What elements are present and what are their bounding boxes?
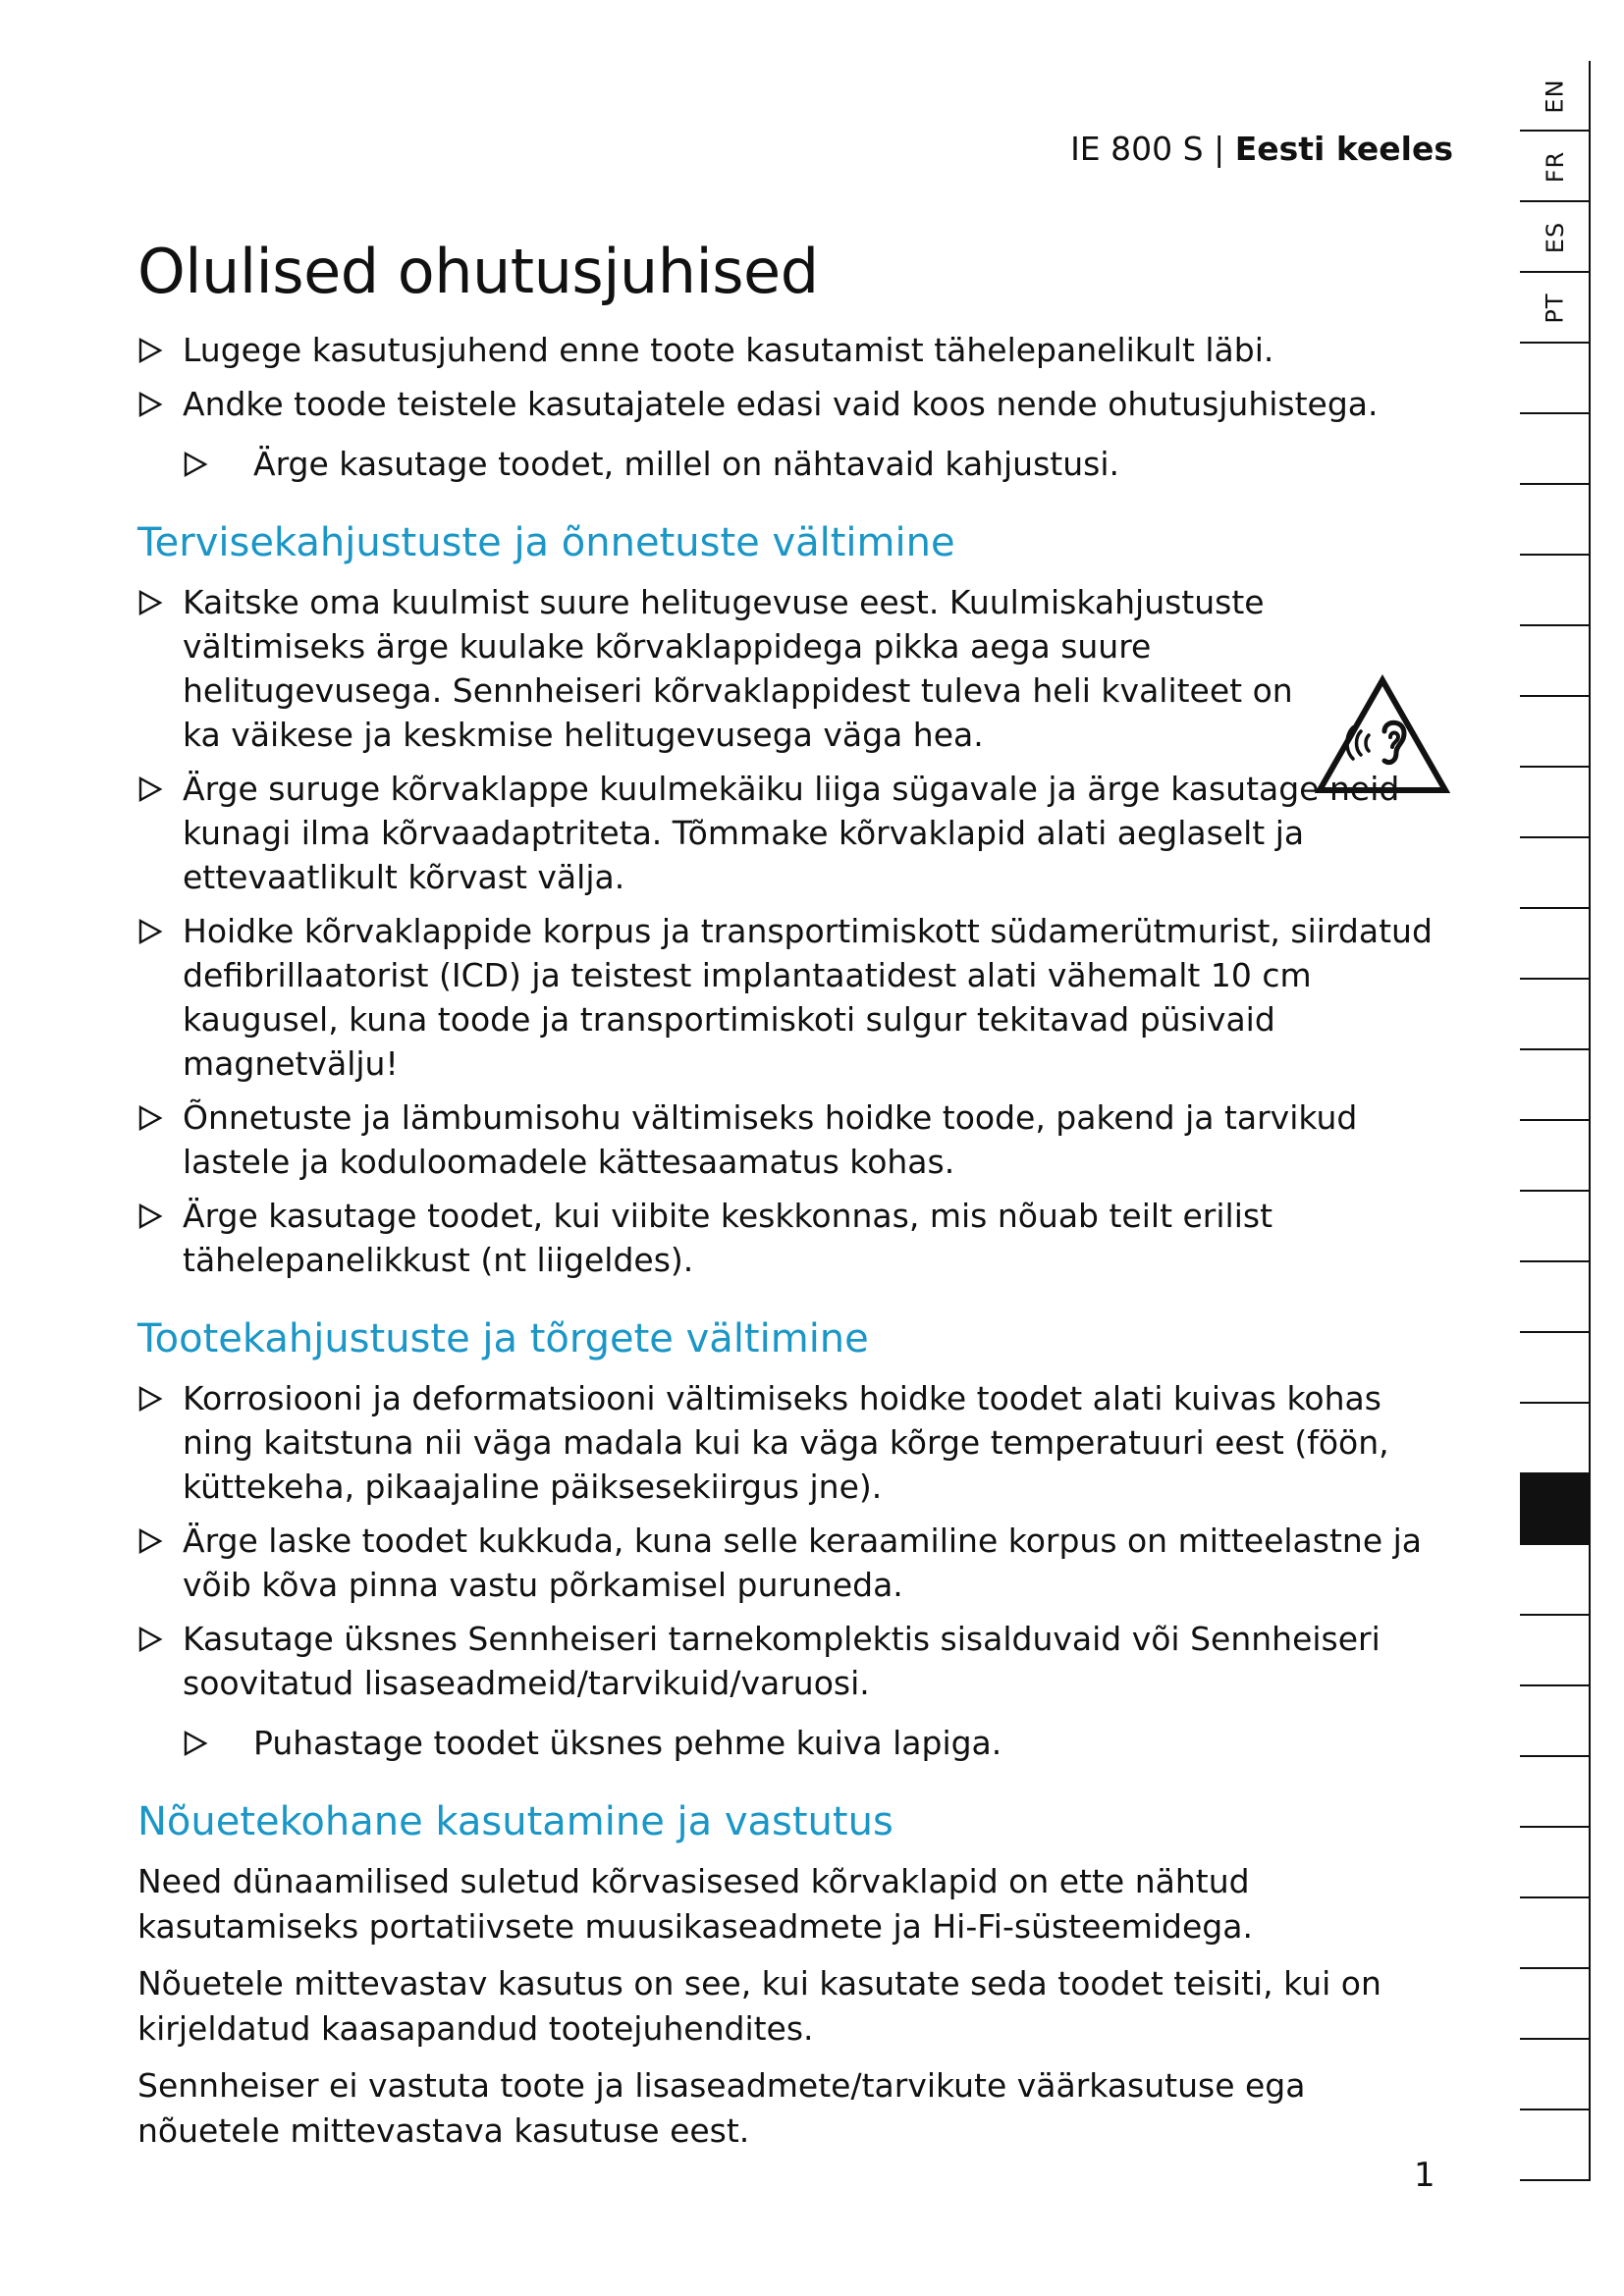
bullet-arrow-icon	[137, 1519, 171, 1563]
page-number: 1	[1414, 2156, 1435, 2195]
language-tab-label: PT	[1541, 293, 1569, 324]
language-tab	[1520, 1616, 1591, 1686]
language-tab	[1520, 61, 1591, 132]
bullet-arrow-icon	[183, 442, 216, 486]
list-item-text: Korrosiooni ja deformatsiooni vältimiseks hoidke toodet alati kuivas kohas ning kaitstuna nii väga madala kui ka väga kõrge temperatuuri eest (föön, küttekeha, pikaajaline päiksesekiirgus jne).	[183, 1379, 1389, 1506]
bullet-arrow-icon	[137, 1376, 171, 1420]
health-safety-item	[137, 1095, 1443, 1184]
intended-use-paragraph: Nõuetele mittevastav kasutus on see, kui kasutate seda toodet teisiti, kui on kirjeldatud kaasapandud tootejuhendites.	[137, 1964, 1381, 2048]
bullet-arrow-icon	[137, 1617, 171, 1661]
product-damage-item	[137, 1617, 1443, 1705]
header-separator: |	[1214, 130, 1225, 168]
language-tab	[1520, 202, 1591, 273]
list-item-text: Kaitske oma kuulmist suure helitugevuse eest. Kuulmiskahjustuste vältimiseks ärge kuulake kõrvaklappidega pikka aega suure helitugevusega. Sennheiseri kõrvaklappidest tuleva heli kvaliteet on ka väikese ja keskmise helitugevusega väga hea.	[183, 583, 1293, 754]
product-damage-item	[137, 1376, 1443, 1509]
bullet-arrow-icon	[137, 909, 171, 953]
list-item-text: Ärge kasutage toodet, millel on nähtavaid kahjustusi.	[253, 445, 1119, 483]
language-tabs	[1520, 61, 1591, 2181]
language-tab	[1520, 1262, 1591, 1333]
language-tab	[1520, 344, 1591, 414]
language-tab	[1520, 2040, 1591, 2110]
language-tab	[1520, 1686, 1591, 1757]
language-tab	[1520, 1545, 1591, 1616]
intended-use-paragraphs	[137, 1859, 1443, 2154]
list-item-text: Ärge laske toodet kukkuda, kuna selle keraamiline korpus on mitteelastne ja võib kõva pinna vastu põrkamisel puruneda.	[183, 1522, 1423, 1604]
language-tab	[1520, 1757, 1591, 1828]
intended-use-paragraph: Need dünaamilised suletud kõrvasisesed kõrvaklapid on ette nähtud kasutamiseks portatiivsete muusikaseadmete ja Hi-Fi-süsteemidega.	[137, 1862, 1253, 1946]
language-tab	[1520, 1404, 1591, 1474]
language-tab	[1520, 414, 1591, 485]
intended-use-paragraph: Sennheiser ei vastuta toote ja lisaseadmete/tarvikute väärkasutuse ega nõuetele mittevastava kasutuse eest.	[137, 2066, 1306, 2150]
product-damage-item	[137, 1721, 1443, 1765]
bullet-arrow-icon	[137, 328, 171, 372]
health-safety-item	[137, 580, 1443, 757]
section-heading-health: Tervisekahjustuste ja õnnetuste vältimine	[137, 520, 955, 565]
health-safety-item	[137, 909, 1443, 1086]
bullet-arrow-icon	[183, 1721, 216, 1765]
intro-item	[137, 442, 1443, 486]
language-tab	[1520, 132, 1591, 202]
bullet-arrow-icon	[137, 767, 171, 811]
page-title: Olulised ohutusjuhised	[137, 236, 819, 307]
language-tab	[1520, 626, 1591, 697]
language-tab	[1520, 1474, 1591, 1545]
list-item-text: Kasutage üksnes Sennheiseri tarnekomplektis sisalduvaid või Sennheiseri soovitatud lisaseadmeid/tarvikuid/varuosi.	[183, 1620, 1380, 1702]
language-tab-label: ES	[1542, 221, 1569, 254]
language-tab	[1520, 1898, 1591, 1969]
language-tab	[1520, 768, 1591, 838]
list-item-text: Puhastage toodet üksnes pehme kuiva lapiga.	[253, 1724, 1002, 1762]
page-body	[137, 328, 1443, 2165]
list-item-text: Lugege kasutusjuhend enne toote kasutamist tähelepanelikult läbi.	[183, 331, 1274, 369]
intro-list	[137, 328, 1443, 486]
running-header	[864, 130, 1453, 168]
language-tab	[1520, 1121, 1591, 1192]
language-tab	[1520, 1828, 1591, 1898]
list-item-text: Andke toode teistele kasutajatele edasi vaid koos nende ohutusjuhistega.	[183, 385, 1379, 423]
language-tab	[1520, 2110, 1591, 2181]
list-item-text: Õnnetuste ja lämbumisohu vältimiseks hoidke toode, pakend ja tarvikud lastele ja koduloomadele kättesaamatus kohas.	[183, 1098, 1358, 1181]
bullet-arrow-icon	[137, 580, 171, 624]
list-item-text: Ärge suruge kõrvaklappe kuulmekäiku liiga sügavale ja ärge kasutage neid kunagi ilma kõrvaadaptriteta. Tõmmake kõrvaklapid alati aeglaselt ja ettevaatlikult kõrvast välja.	[183, 770, 1400, 896]
bullet-arrow-icon	[137, 1194, 171, 1238]
language-tab	[1520, 556, 1591, 626]
language-tab	[1520, 980, 1591, 1050]
health-safety-item	[137, 767, 1443, 899]
language-tab	[1520, 838, 1591, 909]
section-heading-intended-use: Nõuetekohane kasutamine ja vastutus	[137, 1799, 893, 1844]
language-tab-label: FR	[1541, 150, 1569, 184]
language-tab	[1520, 273, 1591, 344]
product-damage-item	[137, 1519, 1443, 1607]
header-product: IE 800 S	[1070, 130, 1204, 168]
product-damage-list	[137, 1376, 1443, 1765]
language-tab	[1520, 485, 1591, 556]
list-item-text: Ärge kasutage toodet, kui viibite keskkonnas, mis nõuab teilt erilist tähelepanelikkust (nt liigeldes).	[183, 1197, 1273, 1279]
intro-item	[137, 382, 1443, 426]
language-tab-label: EN	[1542, 79, 1569, 114]
health-safety-item	[137, 1194, 1443, 1282]
section-heading-product-damage: Tootekahjustuste ja tõrgete vältimine	[137, 1316, 869, 1362]
intro-item	[137, 328, 1443, 372]
language-tab	[1520, 1050, 1591, 1121]
language-tab	[1520, 909, 1591, 980]
bullet-arrow-icon	[137, 382, 171, 426]
language-tab	[1520, 1192, 1591, 1262]
header-language: Eesti keeles	[1234, 130, 1453, 168]
language-tab	[1520, 697, 1591, 768]
list-item-text: Hoidke kõrvaklappide korpus ja transportimiskott südamerütmurist, siirdatud defibrillaatorist (ICD) ja teistest implantaatidest alati vähemalt 10 cm kaugusel, kuna toode ja transportimiskoti sulgur tekitavad püsivaid magnetvälju!	[183, 912, 1433, 1083]
bullet-arrow-icon	[137, 1095, 171, 1140]
language-tab	[1520, 1969, 1591, 2040]
language-tab	[1520, 1333, 1591, 1404]
health-safety-list	[137, 580, 1443, 1282]
